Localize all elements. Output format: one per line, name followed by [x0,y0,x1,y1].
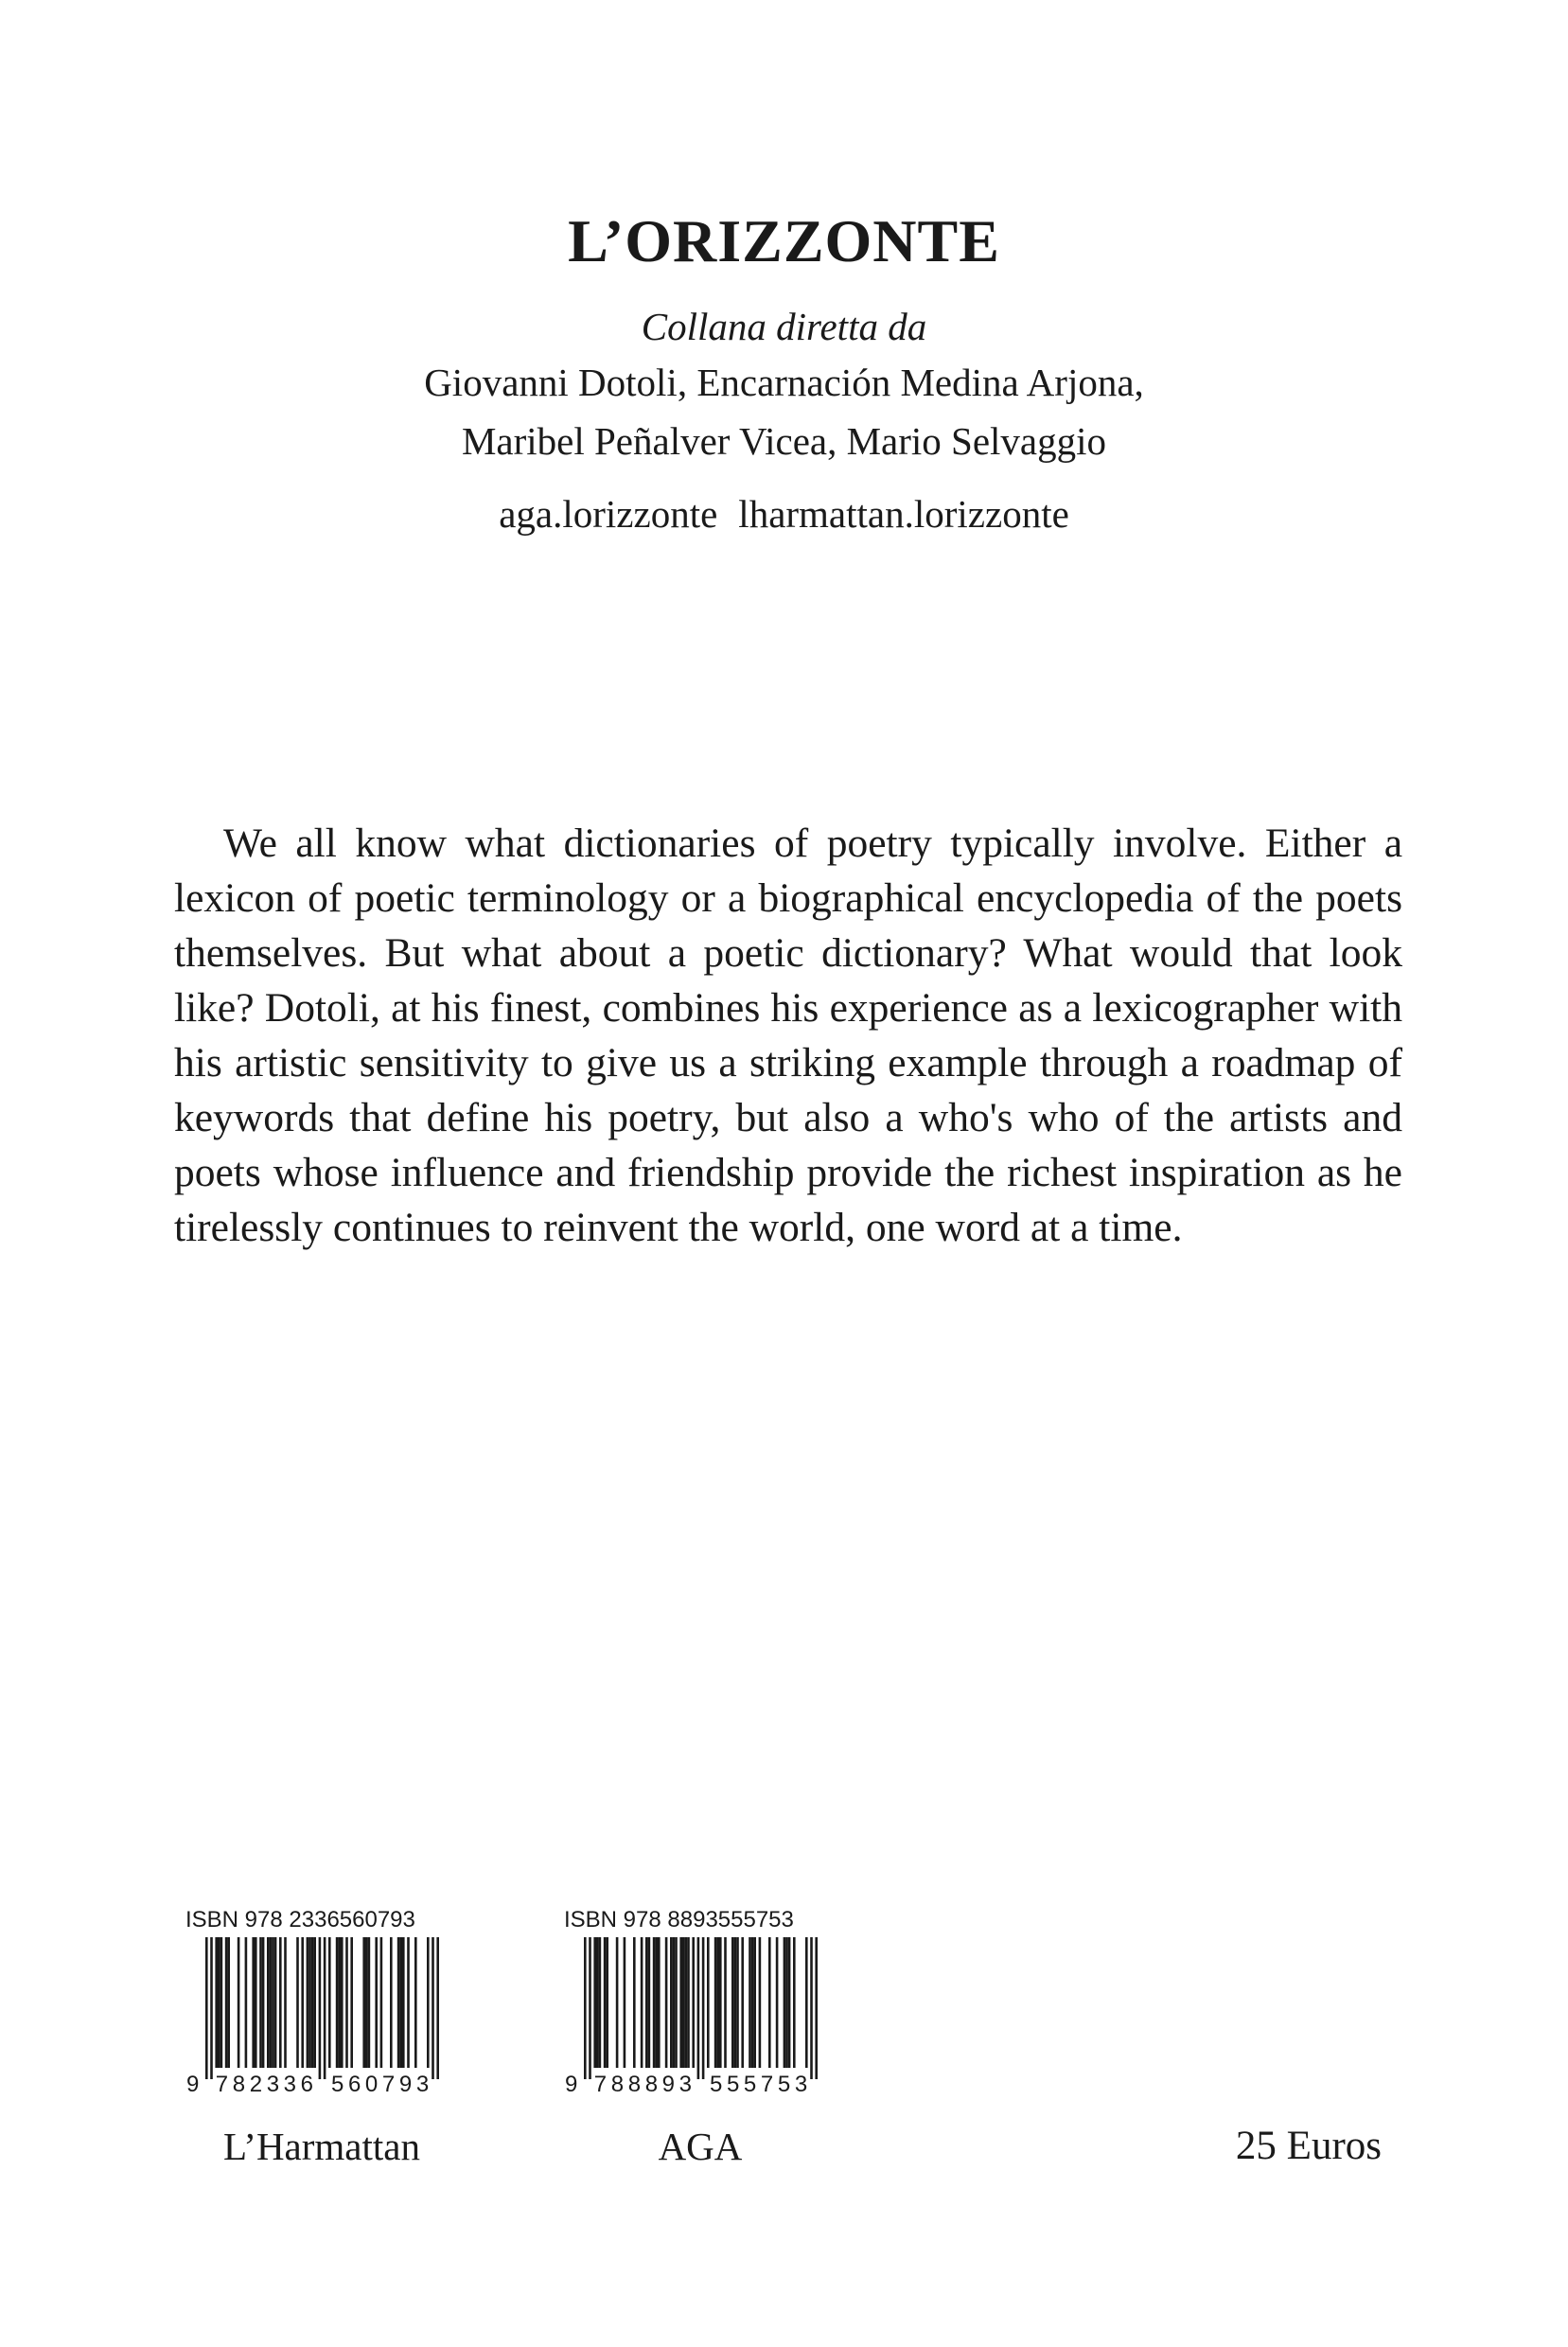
barcode-bar [606,1937,608,2068]
barcode-bar [784,1937,786,2068]
barcode-bar [685,1937,688,2068]
barcode-bar [810,1937,813,2079]
publisher-harmattan: L’Harmattan [223,2125,420,2168]
barcode-bar [692,1937,695,2068]
barcode-bar [238,1937,240,2068]
barcode-bar [682,1937,685,2068]
barcode-aga [561,1907,821,2093]
barcode-bar [589,1937,591,2079]
barcode-bar [274,1937,277,2068]
barcode-bar [252,1937,255,2068]
barcode-bar [402,1937,405,2068]
barcode-bar [665,1937,668,2068]
barcode-bar [687,1937,690,2068]
barcode-bar [301,1937,304,2068]
editors-line-2: Maribel Peñalver Vicea, Mario Selvaggio [461,419,1107,463]
barcode-bar [714,1937,717,2068]
barcode-bar [267,1937,270,2068]
barcode-bar [596,1937,599,2068]
barcode-bar [341,1937,344,2068]
barcode-bar [670,1937,673,2068]
publisher-aga: AGA [658,2125,743,2168]
barcode-bar [311,1937,314,2068]
barcode-bar [759,1937,762,2068]
barcode-bar [255,1937,257,2068]
barcode-bar [641,1937,643,2068]
barcode-bar [751,1937,754,2068]
barcode-bar [345,1937,348,2068]
barcode-bar [375,1937,378,2068]
website-harmattan: lharmattan.lorizzonte [738,492,1069,536]
barcode-bar [593,1937,596,2068]
barcode-bar [633,1937,636,2068]
barcode-bar [599,1937,602,2068]
barcode-bar [702,1937,705,2079]
barcode-bar [245,1937,248,2068]
barcode-bar [227,1937,230,2068]
barcode-bar [365,1937,368,2068]
barcode-bar [259,1937,262,2068]
barcode-bar [679,1937,682,2068]
barcode-bar [350,1937,353,2068]
barcode-bar [584,1937,587,2079]
barcode-bar [319,1937,322,2079]
barcode-bar [645,1937,648,2068]
barcode-bar [328,1937,331,2068]
series-websites [0,487,1568,540]
isbn-label-harmattan: ISBN 978 2336560793 [185,1907,415,1932]
barcode-image-aga [561,1937,821,2093]
barcode-bar [218,1937,220,2068]
barcode-image-harmattan [183,1937,443,2093]
barcode-bar [399,1937,402,2068]
barcode-bar [284,1937,287,2068]
barcode-bar [716,1937,719,2068]
barcode-bar [675,1937,678,2068]
barcode-digits: 9 788893 555753 [565,2072,808,2093]
barcode-bar [296,1937,299,2068]
back-cover-blurb: We all know what dictionaries of poetry typically involve. Either a lexicon of poetic terminology or a biographical encyclopedia of the poets themselves. But what about a poetic dictionary? What would that look like? Dotoli, at his finest, combines his experience as a lexicographer with his artistic sensitivity to give us a striking example through a roadmap of keywords that define his poetry, but also a who's who of the artists and poets whose influence and friendship provide the richest inspiration as he tirelessly continues to reinvent the world, one word at a time. [174,821,1402,1250]
barcode-bar [270,1937,273,2068]
barcode-bar [653,1937,656,2068]
barcode-bar [432,1937,434,2079]
isbn-label-aga: ISBN 978 8893555753 [564,1907,794,1932]
website-aga: aga.lorizzonte [499,492,718,536]
series-title: L’ORIZZONTE [568,207,1000,274]
barcode-bar [362,1937,365,2068]
barcode-bar [604,1937,607,2068]
editors-line-1: Giovanni Dotoli, Encarnación Medina Arjona, [424,361,1144,404]
barcode-harmattan [183,1907,443,2093]
barcode-bar [788,1937,791,2068]
barcode-bar [815,1937,818,2079]
barcode-bar [741,1937,744,2068]
barcode-bar [697,1937,700,2079]
series-header [0,203,1568,540]
barcode-bar [215,1937,218,2068]
barcode-bar [313,1937,316,2068]
barcode-bar [272,1937,274,2068]
barcode-bar [736,1937,739,2068]
barcode-bar [210,1937,213,2079]
barcode-bar [731,1937,734,2068]
price-label: 25 Euros [1235,2124,1382,2168]
barcode-bar [225,1937,228,2068]
barcode-bar [427,1937,430,2068]
barcode-bar [368,1937,371,2068]
barcode-bar [397,1937,400,2068]
barcode-bar [220,1937,223,2068]
barcode-bar [776,1937,779,2068]
barcode-bar [805,1937,808,2068]
barcode-bar [390,1937,393,2068]
barcode-bar [749,1937,751,2068]
barcode-bar [407,1937,410,2068]
barcode-bar [658,1937,661,2068]
barcode-bar [338,1937,341,2068]
barcode-bar [380,1937,383,2068]
barcode-bar [785,1937,788,2068]
barcode-bar [616,1937,619,2068]
barcode-bar [719,1937,722,2068]
barcode-bar [324,1937,326,2079]
barcode-bar [436,1937,439,2079]
barcode-digits: 9 782336 560793 [186,2072,430,2093]
barcode-bar [308,1937,311,2068]
barcode-bar [648,1937,651,2068]
barcode-bar [279,1937,282,2068]
directed-by-label: Collana diretta da [641,305,927,348]
barcode-bar [734,1937,737,2068]
barcode-bar [205,1937,208,2079]
barcode-bar [262,1937,265,2068]
barcode-bar [724,1937,727,2068]
barcode-bar [793,1937,796,2068]
barcode-bar [655,1937,658,2068]
barcode-bar [707,1937,710,2068]
barcode-bar [307,1937,309,2068]
barcode-bar [673,1937,676,2068]
barcode-bar [414,1937,417,2068]
barcode-bar [624,1937,626,2068]
barcode-bar [768,1937,771,2068]
barcode-bar [336,1937,339,2068]
barcode-bar [753,1937,756,2068]
